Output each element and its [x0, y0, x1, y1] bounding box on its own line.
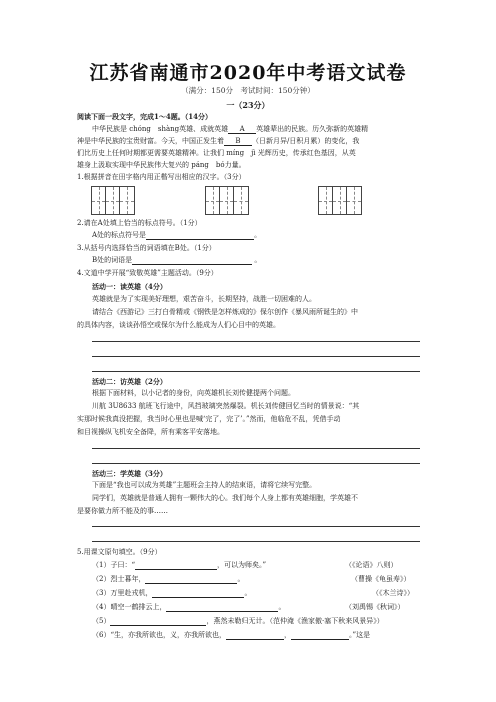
answer-line[interactable]	[92, 541, 420, 542]
activity-3-title: 活动三：学英雄（3分）	[92, 469, 167, 478]
question-2-answer: A处的标点符号是 。	[92, 231, 262, 239]
fill-item-3: （3）万里赴戎机， 。	[92, 589, 252, 597]
fill-item-5: （5） ，燕然未勒归无计。（范仲淹《渔家傲·塞下秋来风景异》）	[92, 617, 384, 625]
activity-3-line: 同学们，英雄就是普通人拥有一颗伟大的心。我们每个人身上都有英雄细胞，学英雄不	[92, 494, 358, 502]
answer-blank[interactable]	[132, 256, 252, 265]
question-5: 5.用课文原句填空。（9分）	[77, 548, 162, 556]
activity-3-line: 是要你做力所不能及的事……	[77, 507, 168, 515]
answer-blank[interactable]	[110, 617, 206, 626]
passage-line-3: 们比历史上任何时期都更需要英雄精神。让我们 míng jì 光辉历史，传承红色基因，从英	[77, 149, 356, 157]
answer-line[interactable]	[92, 463, 420, 464]
fill-item-2: （2）烈士暮年， 。	[92, 575, 245, 583]
question-3: 3.从括号内选择恰当的词语填在B处。（1分）	[77, 244, 216, 252]
tianzige-cell[interactable]	[92, 187, 106, 214]
tianzige-cell[interactable]	[333, 187, 347, 214]
tianzige-box-1[interactable]	[91, 186, 135, 215]
activity-3-line: 下面是“我也可以成为英雄”主题班会主持人的结束语，请将它续写完整。	[92, 481, 317, 489]
answer-blank[interactable]	[291, 631, 349, 640]
answer-blank[interactable]	[166, 603, 278, 612]
answer-blank[interactable]	[146, 231, 254, 240]
activity-1-title: 活动一：读英雄（4分）	[92, 282, 167, 291]
tianzige-cell[interactable]	[120, 187, 134, 214]
tianzige-cell[interactable]	[234, 187, 248, 214]
question-4: 4.文道中学开展“致敬英雄”主题活动。（9分）	[77, 269, 218, 277]
passage-line-2: 神是中华民族的宝贵财富。今天，中国正发生着 B （日新月异/日积月累）的变化，我	[77, 137, 360, 145]
exam-info: （满分：150分 考试时间：150分钟）	[181, 86, 315, 95]
activity-2-line: 和目视操纵飞机安全备降，所有乘客平安落地。	[77, 428, 224, 436]
page-title: 江苏省南通市2020年中考语文试卷	[89, 62, 407, 84]
fill-item-4: （4）晴空一鹤排云上， 。	[92, 603, 286, 611]
activity-2-line: 川航 3U8633 航班飞行途中，风挡玻璃突然爆裂。机长刘传健回忆当时的情景说：“其	[92, 402, 360, 410]
fill-item-1: （1）子曰：“ ，可以为师矣。”	[92, 561, 267, 569]
tianzige-cell[interactable]	[319, 187, 333, 214]
activity-1-line: 的具体内容，谈谈孙悟空或保尔为什么能成为人们心目中的英雄。	[77, 321, 280, 329]
answer-line[interactable]	[92, 526, 420, 527]
source-2: （曹操《龟虽寿》）	[351, 575, 411, 583]
answer-blank[interactable]	[152, 589, 244, 598]
activity-1-line: 英雄就是为了实现美好理想，艰苦奋斗，长期坚持，战胜一切困难的人。	[92, 295, 316, 303]
answer-line[interactable]	[92, 448, 420, 449]
tianzige-cell[interactable]	[206, 187, 220, 214]
answer-line[interactable]	[92, 341, 420, 342]
passage-line-4: 雄身上汲取实现中华民族伟大复兴的 páng bó力量。	[77, 161, 246, 169]
answer-blank[interactable]	[226, 631, 284, 640]
source-1: （《论语》八则）	[345, 561, 398, 569]
blank-b[interactable]: B	[224, 137, 252, 146]
answer-blank[interactable]	[145, 575, 237, 584]
activity-1-line: 请结合《西游记》三打白骨精或《钢铁是怎样炼成的》保尔创作《暴风雨所诞生的》中	[92, 308, 358, 316]
tianzige-cell[interactable]	[220, 187, 234, 214]
question-1: 1.根据拼音在田字格内用正楷写出相应的汉字。（3分）	[77, 173, 246, 181]
question-2: 2.请在A处填上恰当的标点符号。（1分）	[77, 219, 202, 227]
passage-line-1: 中华民族是 chóng shàng英雄、成就英雄 A 英雄辈出的民族。历久弥新的英雄精	[92, 125, 369, 133]
tianzige-box-3[interactable]	[318, 186, 362, 215]
answer-line[interactable]	[92, 371, 420, 372]
activity-2-line: 根据下面材料，以小记者的身份，向英雄机长刘传健提两个问题。	[92, 389, 295, 397]
blank-a[interactable]: A	[228, 125, 256, 134]
source-4: （刘禹锡《秋词》）	[345, 603, 405, 611]
answer-blank[interactable]	[135, 561, 217, 570]
answer-line[interactable]	[92, 356, 420, 357]
question-3-answer: B处的词语是 。	[92, 256, 262, 264]
activity-2-title: 活动二：访英雄（2分）	[92, 377, 167, 386]
tianzige-box-2[interactable]	[205, 186, 249, 215]
source-3: （《木兰诗》）	[372, 589, 414, 597]
tianzige-cell[interactable]	[347, 187, 361, 214]
fill-item-6: （6）“生，亦我所欲也，义，亦我所欲也， ， 。”这是	[92, 631, 371, 639]
activity-2-line: 实那时候我真没把握，我当时心里也是喊‘完了，完了’。”然而，他临危不乱，凭借手动	[77, 415, 341, 423]
tianzige-cell[interactable]	[106, 187, 120, 214]
section-heading: 一（23分）	[226, 100, 270, 110]
reading-heading: 阅读下面一段文字，完成1～4题。（14分）	[77, 112, 212, 121]
